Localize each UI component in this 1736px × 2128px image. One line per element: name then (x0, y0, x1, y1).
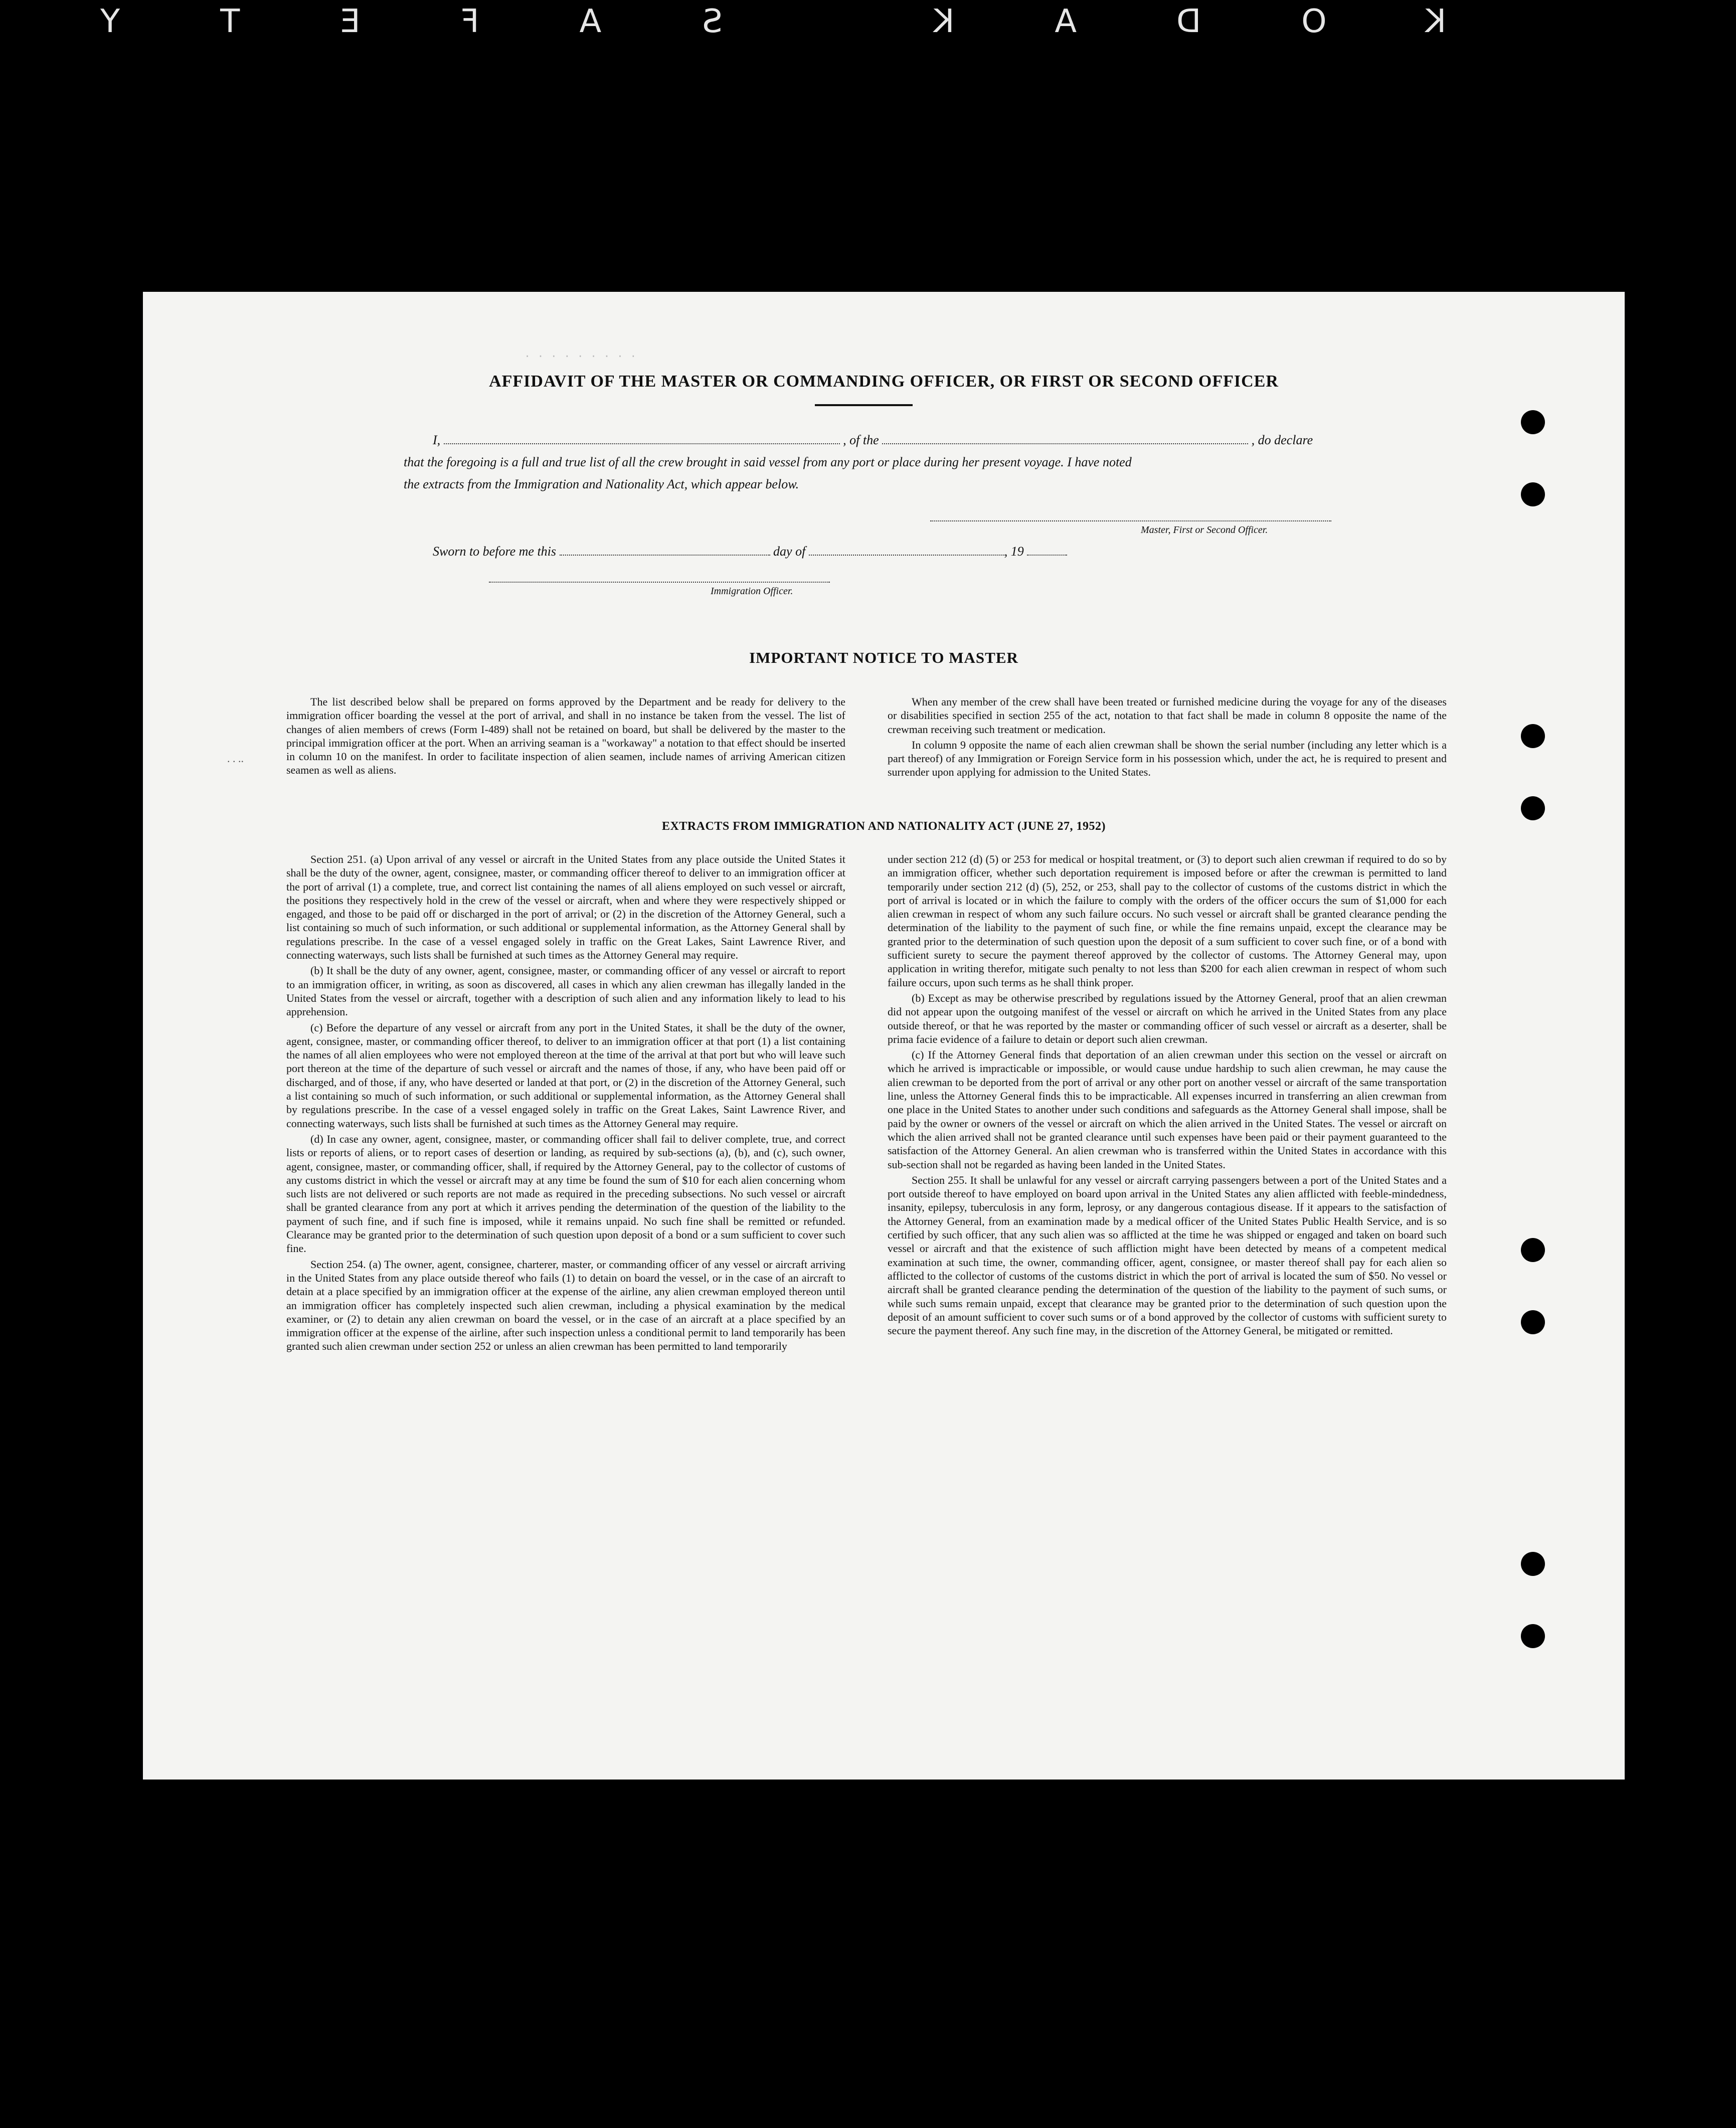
film-edge-text: KODAK SAFETY (0, 3, 1447, 40)
statute-paragraph: Section 255. It shall be unlawful for any vessel or aircraft carrying passengers between a port of the United States and a port outside thereof to have employed on board upon arrival in the United States any alien afflicted with feeble-mindedness, insanity, epilepsy, tuberculosis in any form, leprosy, or any dangerous contagious disease. If it appears to the satisfaction of the Attorney General, from an examination made by a medical officer of the United States Public Health Service, and is so certified by such officer, that any such alien was so afflicted at the time he was shipped or engaged and taken on board such vessel or aircraft and that the existence of such affliction might have been detected by means of a competent medical examination at such time, the owner, commanding officer, agent, consignee, or master thereof shall pay for each alien so afflicted to the collector of customs of the customs district in which the port of arrival is located the sum of $50. No vessel or aircraft shall be granted clearance pending the determination of the question of the liability to the payment of such sums, or while such sums remain unpaid, except that clearance may be granted prior to the determination of such question upon the deposit of an amount sufficient to cover such sums or of a bond approved by the collector of customs with sufficient surety to secure the payment thereof. Any such fine may, in the discretion of the Attorney General, be mitigated or remitted. (888, 1173, 1447, 1337)
master-signature-label: Master, First or Second Officer. (1141, 524, 1268, 536)
punch-hole (1521, 1624, 1545, 1648)
name-field[interactable] (444, 432, 840, 444)
do-declare-label: , do declare (1251, 433, 1313, 447)
notice-right-column (888, 695, 1447, 779)
statute-paragraph: (b) Except as may be otherwise prescribed by regulations issued by the Attorney General, proof that an alien crewman did not appear upon the outgoing manifest of the vessel or aircraft on which he arrived in the United States from any place outside thereof, or that he was reported by the master or commanding officer of such vessel or aircraft as a deserter, shall be prima facie evidence of a failure to detain or deport such alien crewman. (888, 991, 1447, 1045)
punch-hole (1521, 1310, 1545, 1334)
declaration-line-1 (433, 429, 1486, 451)
film-edge (0, 0, 1736, 55)
affidavit-title: AFFIDAVIT OF THE MASTER OR COMMANDING OFFICER, OR FIRST OR SECOND OFFICER (489, 372, 1279, 391)
day-of-label: day of (773, 544, 806, 559)
title-rule (815, 404, 913, 406)
declaration-line-2: that the foregoing is a full and true list of all the crew brought in said vessel from any port or place during her present voyage. I have noted (404, 455, 1132, 469)
extracts-left-column (286, 852, 845, 1353)
of-the-label: , of the (843, 433, 879, 447)
notice-paragraph: The list described below shall be prepared on forms approved by the Department and be ready for delivery to the immigration officer boarding the vessel at the port of arrival, and shall in no instance be taken from the vessel. The list of changes of alien members of crews (Form I-489) shall not be retained on board, but shall be delivered by the master to the principal immigration officer at the port. When an arriving seaman is a "workaway" a notation to that effect should be inserted in column 10 on the manifest. In order to facilitate inspection of alien seamen, include names of arriving American citizen seamen as well as aliens. (286, 695, 845, 777)
officer-signature-label: Immigration Officer. (711, 586, 793, 597)
notice-title: IMPORTANT NOTICE TO MASTER (749, 649, 1018, 666)
master-signature-line[interactable] (930, 520, 1331, 521)
statute-paragraph: under section 212 (d) (5) or 253 for medical or hospital treatment, or (3) to deport such alien crewman if required to do so by an immigration officer, whether such deportation requirement is imposed before or after the crewman is permitted to land temporarily under section 212 (d) (5), 252, or 253, shall pay to the collector of customs of the customs district in which the port of arrival is located or in which the failure to comply with the orders of the officer occurs the sum of $1,000 for each alien crewman in respect of whom any such failure occurs. No such vessel or aircraft shall be granted clearance pending the determination of the liability to the payment of such fine, or while the fine remains unpaid, except the clearance may be granted prior to the determination of such question upon the deposit of a sum sufficient to cover such fine, or of a bond with sufficient surety to secure the payment thereof approved by the collector of customs. The Attorney General may, upon application in writing therefor, mitigate such penalty to not less than $200 for each alien crewman in respect of whom such failure occurs, upon such terms as he shall think proper. (888, 853, 1447, 989)
i-label: I, (433, 433, 441, 447)
sworn-month-field[interactable] (809, 544, 1004, 556)
statute-paragraph: (b) It shall be the duty of any owner, agent, consignee, master, or commanding officer of any vessel or aircraft to report to an immigration officer, in writing, as soon as discovered, all cases in which any alien crewman has illegally landed in the United States from the vessel or aircraft, together with a description of such alien and any information likely to lead to his apprehension. (286, 964, 845, 1018)
punch-hole (1521, 1552, 1545, 1576)
sworn-line (433, 541, 1185, 563)
extracts-right-column (888, 852, 1447, 1337)
punch-hole (1521, 482, 1545, 506)
statute-paragraph: Section 254. (a) The owner, agent, consignee, charterer, master, or commanding officer of any vessel or aircraft arriving in the United States from any place outside thereof who fails (1) to detain on board the vessel, or in the case of an aircraft to detain at a place specified by an immigration officer at the expense of the airline, any alien crewman employed thereon until an immigration officer has completely inspected such alien crewman, including a physical examination by the medical examiner, or (2) to detain any alien crewman on board the vessel, or in the case of an aircraft at a place specified by an immigration officer at the expense of the airline, after such inspection unless a conditional permit to land temporarily has been granted such alien crewman under section 252 or unless an alien crewman has been permitted to land temporarily (286, 1258, 845, 1353)
punch-hole (1521, 410, 1545, 434)
year-label: , 19 (1004, 544, 1024, 559)
sworn-label: Sworn to before me this (433, 544, 557, 559)
punch-hole (1521, 724, 1545, 748)
notice-paragraph: When any member of the crew shall have been treated or furnished medicine during the voyage for any of the diseases or disabilities specified in section 255 of the act, notation to that fact shall be made in column 8 opposite the name of the crewman receiving such treatment or medication. (888, 695, 1447, 736)
statute-paragraph: Section 251. (a) Upon arrival of any vessel or aircraft in the United States from any place outside the United States it shall be the duty of the owner, agent, consignee, master, or commanding officer thereof to deliver to an immigration officer at the port of arrival (1) a complete, true, and correct list containing the names of all aliens employed on such vessel or aircraft, the positions they respectively hold in the crew of the vessel or aircraft, when and where they were respectively shipped or engaged, and those to be paid off or discharged in the port of arrival; or (2) in the discretion of the Attorney General, such a list containing so much of such information, or such additional or supplemental information, as the Attorney General shall by regulations prescribe. In the case of a vessel engaged solely in traffic on the Great Lakes, Saint Lawrence River, and connecting waterways, such lists shall be furnished at such times as the Attorney General may require. (286, 853, 845, 962)
punch-hole (1521, 1238, 1545, 1262)
extracts-title: EXTRACTS FROM IMMIGRATION AND NATIONALITY ACT (JUNE 27, 1952) (662, 820, 1106, 833)
sworn-day-field[interactable] (560, 544, 770, 556)
vessel-field[interactable] (882, 432, 1248, 444)
declaration-line-3: the extracts from the Immigration and Nationality Act, which appear below. (404, 477, 799, 491)
punch-hole (1521, 796, 1545, 820)
stray-marks: . . .. (227, 752, 244, 765)
notice-left-column (286, 695, 845, 777)
sworn-year-field[interactable] (1027, 544, 1067, 556)
statute-paragraph: (d) In case any owner, agent, consignee, master, or commanding officer shall fail to deliver complete, true, and correct lists or reports of aliens, or to report cases of desertion or landing, as required by sub-sections (a), (b), and (c), such owner, agent, consignee, master, or commanding officer, shall, if required by the Attorney General, pay to the collector of customs of any customs district in which the vessel or aircraft may at any time be found the sum of $10 for each alien concerning whom such lists are not delivered or such reports are not made as required in the preceding subsections. No such vessel or aircraft shall be granted clearance from any port at which it arrives pending the determination of the question of the liability to the payment of such fine, and if such fine is imposed, while it remains unpaid. No such fine shall be remitted or refunded. Clearance may be granted prior to the determination of such question upon deposit of a bond or a sum sufficient to cover such fine. (286, 1132, 845, 1255)
statute-paragraph: (c) If the Attorney General finds that deportation of an alien crewman under this section on the vessel or aircraft on which he arrived is impracticable or impossible, or would cause undue hardship to such alien crewman, he may cause the alien crewman to be deported from the port of arrival or any other port on another vessel or aircraft of the same transportation line, unless the Attorney General finds this to be impracticable. All expenses incurred in transferring an alien crewman from one place in the United States to another under such conditions and safeguards as the Attorney General shall impose, shall be paid by the owner or owners of the vessel or aircraft on which the alien arrived in the United States. The vessel or aircraft on which the alien arrived shall not be granted clearance until such expenses have been paid or their payment guaranteed to the satisfaction of the Attorney General. An alien crewman who is transferred within the United States in accordance with this sub-section shall not be regarded as having been landed in the United States. (888, 1048, 1447, 1171)
officer-signature-line[interactable] (489, 582, 830, 583)
document-page (143, 292, 1625, 1780)
show-through: . . . . . . . . . (524, 348, 637, 361)
notice-paragraph: In column 9 opposite the name of each alien crewman shall be shown the serial number (including any letter which is a part thereof) of any Immigration or Foreign Service form in his possession which, under the act, he is required to present and surrender upon applying for admission to the United States. (888, 738, 1447, 779)
statute-paragraph: (c) Before the departure of any vessel or aircraft from any port in the United States, it shall be the duty of the owner, agent, consignee, master, or commanding officer thereof, to deliver to an immigration officer at that port (1) a list containing the names of all alien employees who were not employed thereon at the time of the arrival at that port but who will leave such port thereon at the time of the departure of such vessel or aircraft and the names of those, if any, who have been paid off or discharged, and of those, if any, who have deserted or landed at that port, or (2) in the discretion of the Attorney General, such a list containing so much of such information, or such additional or supplemental information, as the Attorney General shall by regulations prescribe. In the case of a vessel engaged solely in traffic on the Great Lakes, Saint Lawrence River, and connecting waterways, such lists shall be furnished at such times as the Attorney General may require. (286, 1021, 845, 1130)
